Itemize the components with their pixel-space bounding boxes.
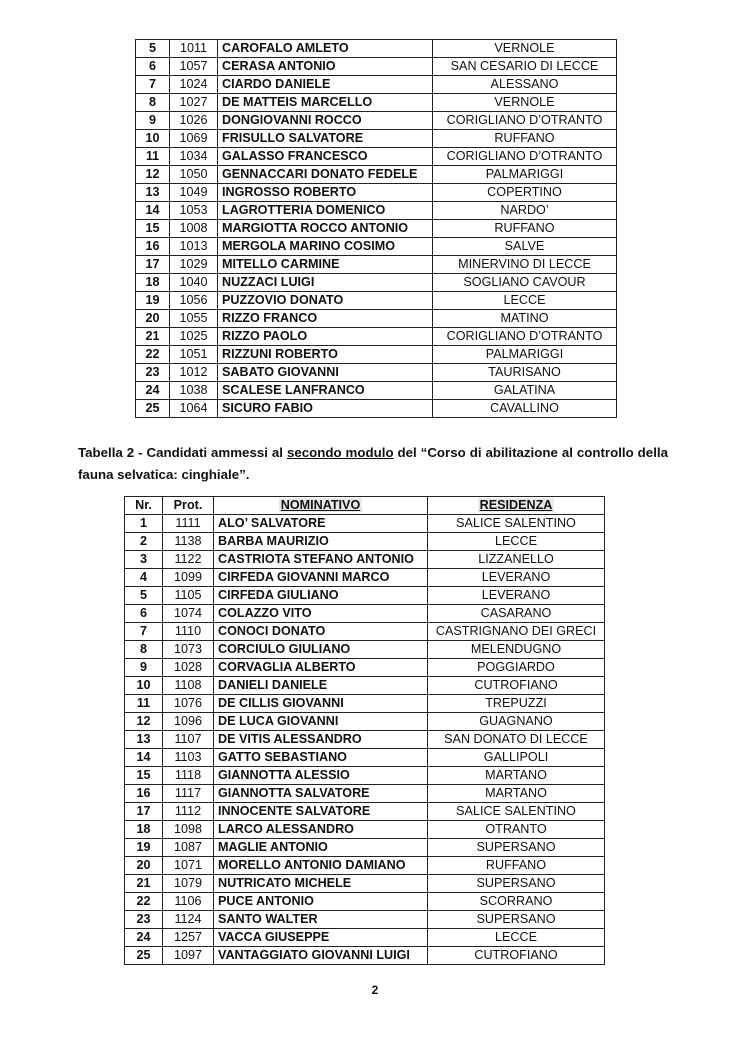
table-row <box>136 40 617 58</box>
candidate-name: RIZZO FRANCO <box>218 310 433 328</box>
row-number: 2 <box>125 533 163 551</box>
table-row <box>125 515 605 533</box>
residence: TREPUZZI <box>428 695 605 713</box>
residence: GALLIPOLI <box>428 749 605 767</box>
residence: CORIGLIANO D’OTRANTO <box>433 112 617 130</box>
protocol-number: 1055 <box>170 310 218 328</box>
protocol-number: 1069 <box>170 130 218 148</box>
residence: CASTRIGNANO DEI GRECI <box>428 623 605 641</box>
residence: CORIGLIANO D’OTRANTO <box>433 148 617 166</box>
table-row <box>125 821 605 839</box>
candidate-name: NUZZACI LUIGI <box>218 274 433 292</box>
row-number: 6 <box>136 58 170 76</box>
protocol-number: 1257 <box>163 929 214 947</box>
table-2-body <box>125 515 605 965</box>
candidate-name: MARGIOTTA ROCCO ANTONIO <box>218 220 433 238</box>
candidate-name: VACCA GIUSEPPE <box>214 929 428 947</box>
residence: MINERVINO DI LECCE <box>433 256 617 274</box>
header-nominativo-label: NOMINATIVO <box>280 498 361 512</box>
table-row <box>136 184 617 202</box>
protocol-number: 1112 <box>163 803 214 821</box>
candidate-name: INGROSSO ROBERTO <box>218 184 433 202</box>
row-number: 20 <box>136 310 170 328</box>
row-number: 21 <box>125 875 163 893</box>
table-row <box>125 893 605 911</box>
caption-underlined-text: secondo modulo <box>286 445 394 460</box>
residence: ALESSANO <box>433 76 617 94</box>
table-row <box>125 713 605 731</box>
candidate-name: CAROFALO AMLETO <box>218 40 433 58</box>
protocol-number: 1056 <box>170 292 218 310</box>
protocol-number: 1025 <box>170 328 218 346</box>
row-number: 1 <box>125 515 163 533</box>
residence: CUTROFIANO <box>428 947 605 965</box>
residence: PALMARIGGI <box>433 166 617 184</box>
protocol-number: 1011 <box>170 40 218 58</box>
candidate-name: CIRFEDA GIULIANO <box>214 587 428 605</box>
row-number: 24 <box>136 382 170 400</box>
row-number: 18 <box>136 274 170 292</box>
table-row <box>136 58 617 76</box>
table-row <box>125 857 605 875</box>
header-residenza-label: RESIDENZA <box>479 498 553 512</box>
row-number: 23 <box>136 364 170 382</box>
residence: SAN CESARIO DI LECCE <box>433 58 617 76</box>
residence: SAN DONATO DI LECCE <box>428 731 605 749</box>
row-number: 17 <box>125 803 163 821</box>
row-number: 7 <box>136 76 170 94</box>
candidate-name: NUTRICATO MICHELE <box>214 875 428 893</box>
protocol-number: 1108 <box>163 677 214 695</box>
residence: VERNOLE <box>433 94 617 112</box>
candidate-name: CIRFEDA GIOVANNI MARCO <box>214 569 428 587</box>
protocol-number: 1107 <box>163 731 214 749</box>
row-number: 19 <box>136 292 170 310</box>
residence: RUFFANO <box>428 857 605 875</box>
candidate-name: CONOCI DONATO <box>214 623 428 641</box>
residence: MATINO <box>433 310 617 328</box>
protocol-number: 1008 <box>170 220 218 238</box>
residence: TAURISANO <box>433 364 617 382</box>
protocol-number: 1027 <box>170 94 218 112</box>
table-row <box>125 533 605 551</box>
candidate-name: GALASSO FRANCESCO <box>218 148 433 166</box>
protocol-number: 1029 <box>170 256 218 274</box>
table-row <box>125 641 605 659</box>
candidate-name: COLAZZO VITO <box>214 605 428 623</box>
residence: GALATINA <box>433 382 617 400</box>
residence: POGGIARDO <box>428 659 605 677</box>
table-row <box>125 551 605 569</box>
header-nr: Nr. <box>125 497 163 515</box>
table-row <box>136 202 617 220</box>
row-number: 14 <box>136 202 170 220</box>
row-number: 8 <box>136 94 170 112</box>
candidate-name: LARCO ALESSANDRO <box>214 821 428 839</box>
protocol-number: 1050 <box>170 166 218 184</box>
table-row <box>136 166 617 184</box>
table-row <box>136 346 617 364</box>
candidate-name: MITELLO CARMINE <box>218 256 433 274</box>
candidates-table-1 <box>135 39 617 418</box>
protocol-number: 1057 <box>170 58 218 76</box>
protocol-number: 1024 <box>170 76 218 94</box>
residence: SCORRANO <box>428 893 605 911</box>
row-number: 25 <box>125 947 163 965</box>
table-row <box>136 148 617 166</box>
residence: CORIGLIANO D’OTRANTO <box>433 328 617 346</box>
candidate-name: CORCIULO GIULIANO <box>214 641 428 659</box>
header-row <box>125 497 605 515</box>
candidate-name: DE CILLIS GIOVANNI <box>214 695 428 713</box>
residence: SALICE SALENTINO <box>428 515 605 533</box>
residence: NARDO’ <box>433 202 617 220</box>
protocol-number: 1028 <box>163 659 214 677</box>
candidate-name: INNOCENTE SALVATORE <box>214 803 428 821</box>
protocol-number: 1111 <box>163 515 214 533</box>
protocol-number: 1076 <box>163 695 214 713</box>
table-row <box>125 875 605 893</box>
header-residenza <box>428 497 605 515</box>
candidate-name: PUCE ANTONIO <box>214 893 428 911</box>
candidate-name: SCALESE LANFRANCO <box>218 382 433 400</box>
protocol-number: 1038 <box>170 382 218 400</box>
row-number: 15 <box>136 220 170 238</box>
candidate-name: SICURO FABIO <box>218 400 433 418</box>
row-number: 7 <box>125 623 163 641</box>
row-number: 5 <box>136 40 170 58</box>
protocol-number: 1071 <box>163 857 214 875</box>
row-number: 8 <box>125 641 163 659</box>
candidate-name: DE VITIS ALESSANDRO <box>214 731 428 749</box>
candidate-name: CASTRIOTA STEFANO ANTONIO <box>214 551 428 569</box>
candidate-name: CIARDO DANIELE <box>218 76 433 94</box>
table-row <box>136 328 617 346</box>
protocol-number: 1099 <box>163 569 214 587</box>
candidate-name: LAGROTTERIA DOMENICO <box>218 202 433 220</box>
table-row <box>136 76 617 94</box>
candidate-name: MORELLO ANTONIO DAMIANO <box>214 857 428 875</box>
row-number: 11 <box>136 148 170 166</box>
residence: LECCE <box>433 292 617 310</box>
row-number: 10 <box>136 130 170 148</box>
protocol-number: 1103 <box>163 749 214 767</box>
protocol-number: 1097 <box>163 947 214 965</box>
protocol-number: 1118 <box>163 767 214 785</box>
row-number: 19 <box>125 839 163 857</box>
row-number: 17 <box>136 256 170 274</box>
table-row <box>136 364 617 382</box>
residence: VERNOLE <box>433 40 617 58</box>
residence: SALICE SALENTINO <box>428 803 605 821</box>
row-number: 20 <box>125 857 163 875</box>
residence: MELENDUGNO <box>428 641 605 659</box>
table-row <box>125 731 605 749</box>
row-number: 16 <box>136 238 170 256</box>
residence: SALVE <box>433 238 617 256</box>
protocol-number: 1013 <box>170 238 218 256</box>
table-row <box>125 677 605 695</box>
protocol-number: 1051 <box>170 346 218 364</box>
row-number: 9 <box>136 112 170 130</box>
table-row <box>125 785 605 803</box>
table-row <box>125 803 605 821</box>
candidates-table-2 <box>124 496 605 965</box>
caption-text-start: Tabella 2 - Candidati ammessi al <box>78 445 287 460</box>
protocol-number: 1049 <box>170 184 218 202</box>
row-number: 13 <box>125 731 163 749</box>
row-number: 6 <box>125 605 163 623</box>
table-2-header <box>125 497 605 515</box>
protocol-number: 1105 <box>163 587 214 605</box>
header-nominativo <box>214 497 428 515</box>
residence: RUFFANO <box>433 220 617 238</box>
protocol-number: 1124 <box>163 911 214 929</box>
residence: SUPERSANO <box>428 839 605 857</box>
protocol-number: 1122 <box>163 551 214 569</box>
candidate-name: VANTAGGIATO GIOVANNI LUIGI <box>214 947 428 965</box>
candidate-name: MAGLIE ANTONIO <box>214 839 428 857</box>
table-row <box>136 292 617 310</box>
row-number: 3 <box>125 551 163 569</box>
table-row <box>125 695 605 713</box>
candidate-name: BARBA MAURIZIO <box>214 533 428 551</box>
table-row <box>125 839 605 857</box>
caption-text-end: del “Corso di abilitazione al controllo della fauna selvatica: cinghiale”. <box>78 445 668 482</box>
table-1-body <box>136 40 617 418</box>
residence: RUFFANO <box>433 130 617 148</box>
protocol-number: 1098 <box>163 821 214 839</box>
protocol-number: 1073 <box>163 641 214 659</box>
protocol-number: 1053 <box>170 202 218 220</box>
residence: CUTROFIANO <box>428 677 605 695</box>
row-number: 5 <box>125 587 163 605</box>
candidate-name: GENNACCARI DONATO FEDELE <box>218 166 433 184</box>
residence: LEVERANO <box>428 587 605 605</box>
residence: PALMARIGGI <box>433 346 617 364</box>
table-row <box>125 767 605 785</box>
protocol-number: 1087 <box>163 839 214 857</box>
candidate-name: MERGOLA MARINO COSIMO <box>218 238 433 256</box>
row-number: 14 <box>125 749 163 767</box>
table-row <box>136 274 617 292</box>
candidate-name: CORVAGLIA ALBERTO <box>214 659 428 677</box>
page-number: 2 <box>371 983 379 997</box>
protocol-number: 1079 <box>163 875 214 893</box>
candidate-name: FRISULLO SALVATORE <box>218 130 433 148</box>
row-number: 4 <box>125 569 163 587</box>
protocol-number: 1074 <box>163 605 214 623</box>
protocol-number: 1110 <box>163 623 214 641</box>
protocol-number: 1034 <box>170 148 218 166</box>
residence: CAVALLINO <box>433 400 617 418</box>
protocol-number: 1040 <box>170 274 218 292</box>
row-number: 11 <box>125 695 163 713</box>
table-row <box>125 911 605 929</box>
table-row <box>125 587 605 605</box>
row-number: 15 <box>125 767 163 785</box>
candidate-name: DONGIOVANNI ROCCO <box>218 112 433 130</box>
residence: SUPERSANO <box>428 875 605 893</box>
header-prot: Prot. <box>163 497 214 515</box>
candidate-name: ALO’ SALVATORE <box>214 515 428 533</box>
table-2-caption <box>78 442 668 486</box>
row-number: 9 <box>125 659 163 677</box>
candidate-name: PUZZOVIO DONATO <box>218 292 433 310</box>
candidate-name: SABATO GIOVANNI <box>218 364 433 382</box>
residence: GUAGNANO <box>428 713 605 731</box>
residence: OTRANTO <box>428 821 605 839</box>
candidate-name: SANTO WALTER <box>214 911 428 929</box>
table-row <box>136 94 617 112</box>
residence: SUPERSANO <box>428 911 605 929</box>
candidate-name: GIANNOTTA ALESSIO <box>214 767 428 785</box>
protocol-number: 1064 <box>170 400 218 418</box>
row-number: 25 <box>136 400 170 418</box>
residence: COPERTINO <box>433 184 617 202</box>
candidate-name: RIZZUNI ROBERTO <box>218 346 433 364</box>
protocol-number: 1138 <box>163 533 214 551</box>
table-row <box>125 659 605 677</box>
residence: LIZZANELLO <box>428 551 605 569</box>
row-number: 22 <box>125 893 163 911</box>
row-number: 18 <box>125 821 163 839</box>
table-row <box>125 947 605 965</box>
residence: SOGLIANO CAVOUR <box>433 274 617 292</box>
candidate-name: GATTO SEBASTIANO <box>214 749 428 767</box>
table-row <box>136 310 617 328</box>
candidate-name: DE MATTEIS MARCELLO <box>218 94 433 112</box>
row-number: 22 <box>136 346 170 364</box>
residence: CASARANO <box>428 605 605 623</box>
candidate-name: DANIELI DANIELE <box>214 677 428 695</box>
protocol-number: 1106 <box>163 893 214 911</box>
table-row <box>136 382 617 400</box>
table-row <box>136 238 617 256</box>
protocol-number: 1117 <box>163 785 214 803</box>
row-number: 21 <box>136 328 170 346</box>
residence: LECCE <box>428 533 605 551</box>
table-row <box>125 749 605 767</box>
residence: LECCE <box>428 929 605 947</box>
candidate-name: CERASA ANTONIO <box>218 58 433 76</box>
row-number: 23 <box>125 911 163 929</box>
table-row <box>125 605 605 623</box>
table-row <box>136 112 617 130</box>
protocol-number: 1012 <box>170 364 218 382</box>
table-row <box>136 400 617 418</box>
row-number: 10 <box>125 677 163 695</box>
table-row <box>125 929 605 947</box>
residence: MARTANO <box>428 785 605 803</box>
candidate-name: DE LUCA GIOVANNI <box>214 713 428 731</box>
protocol-number: 1026 <box>170 112 218 130</box>
protocol-number: 1096 <box>163 713 214 731</box>
row-number: 12 <box>125 713 163 731</box>
residence: LEVERANO <box>428 569 605 587</box>
candidate-name: RIZZO PAOLO <box>218 328 433 346</box>
row-number: 24 <box>125 929 163 947</box>
table-row <box>136 130 617 148</box>
row-number: 16 <box>125 785 163 803</box>
table-row <box>125 623 605 641</box>
row-number: 13 <box>136 184 170 202</box>
residence: MARTANO <box>428 767 605 785</box>
candidate-name: GIANNOTTA SALVATORE <box>214 785 428 803</box>
table-row <box>136 256 617 274</box>
table-row <box>136 220 617 238</box>
row-number: 12 <box>136 166 170 184</box>
table-row <box>125 569 605 587</box>
